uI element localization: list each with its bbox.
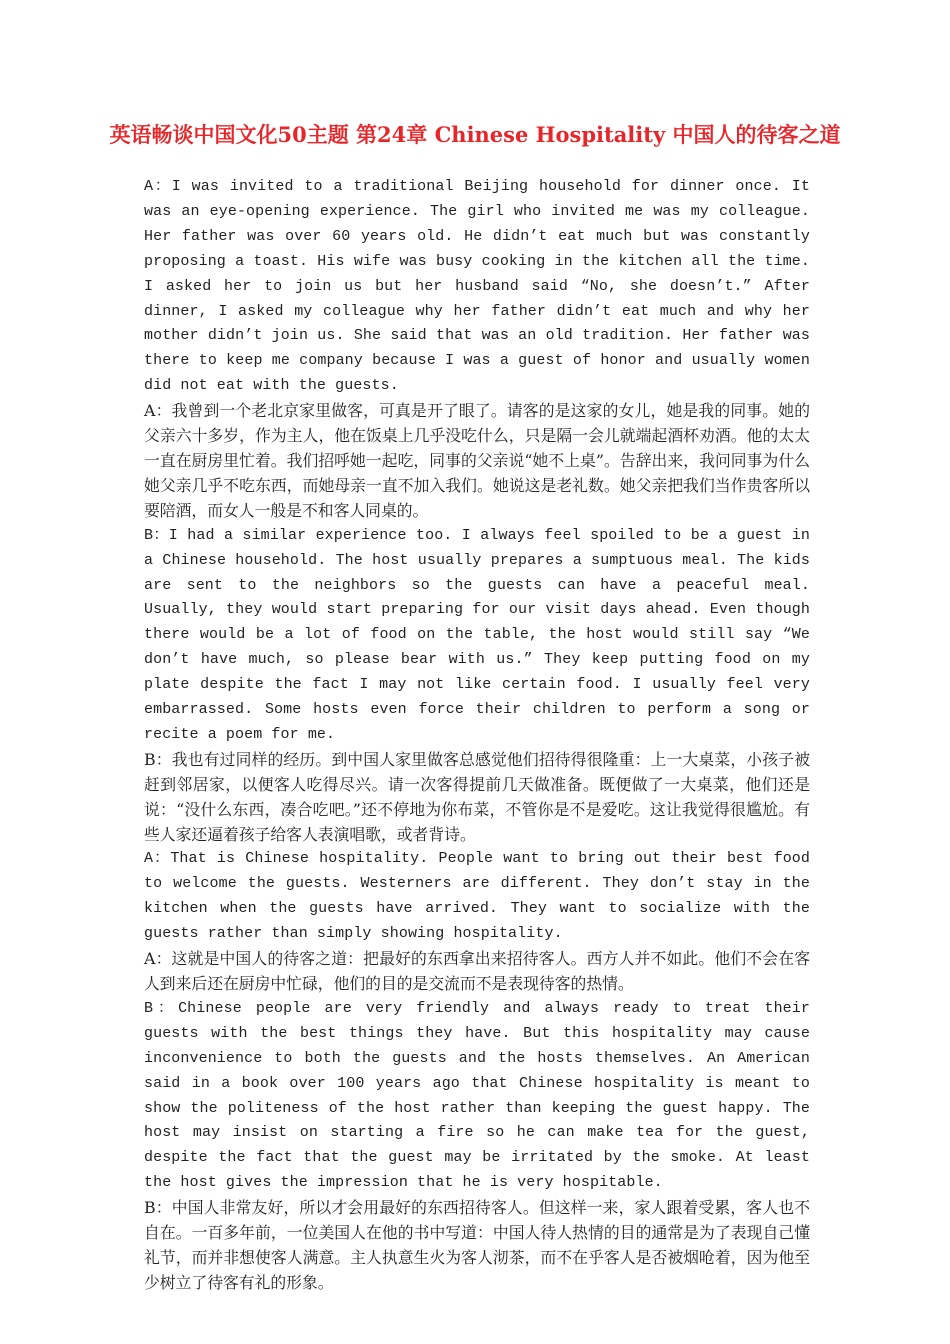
document-title: 英语畅谈中国文化50主题 第24章 Chinese Hospitality 中国人的待客之道 [109,122,841,147]
paragraph-a-english: A：I was invited to a traditional Beijing household for dinner once. It was an eye-opening experience. The girl who invited me was my colleague. Her father was over 60 years old. He didn’t eat much but was constantly proposing a toast. His wife was busy cooking in the kitchen all the time. I asked her to join us but her husband said “No, she doesn’t.” After dinner, I asked my colleague why her father didn’t eat much and why her mother didn’t join us. She said that was an old tradition. Her father was there to keep me company because I was a guest of honor and usually women did not eat with the guests. [144,178,810,395]
paragraph-a2-english: A：That is Chinese hospitality. People want to bring out their best food to welcome the guests. Westerners are different. They don’t stay in the kitchen when the guests have arrived. They want to socialize with the guests rather than simply showing hospitality. [144,850,810,943]
paragraph-a-chinese: A：我曾到一个老北京家里做客，可真是开了眼了。请客的是这家的女儿，她是我的同事。她的父亲六十多岁，作为主人，他在饭桌上几乎没吃什么，只是隔一会儿就端起酒杯劝酒。他的太太一直在厨房里忙着。我们招呼她一起吃，同事的父亲说“她不上桌”。告辞出来，我问同事为什么她父亲几乎不吃东西，而她母亲一直不加入我们。她说这是老礼数。她父亲把我们当作贵客所以要陪酒，而女人一般是不和客人同桌的。 [144,401,810,520]
paragraph-b-english: B：I had a similar experience too. I always feel spoiled to be a guest in a Chinese household. The host usually prepares a sumptuous meal. The kids are sent to the neighbors so the guests can have a peaceful meal. Usually, they would start preparing for our visit days ahead. Even though there would be a lot of food on the table, the host would still say “We don’t have much, so please bear with us.” They keep putting food on my plate despite the fact I may not like certain food. I usually feel very embarrassed. Some hosts even force their children to perform a song or recite a poem for me. [144,526,810,743]
paragraph-b2-english: B：Chinese people are very friendly and always ready to treat their guests with the best things they have. But this hospitality may cause inconvenience to both the guests and the hosts themselves. An American said in a book over 100 years ago that Chinese hospitality is meant to show the politeness of the host rather than keeping the guest happy. The host may insist on starting a fire so he can make tea for the guest, despite the fact that the guest may be irritated by the smoke. At least the host gives the impression that he is very hospitable. [144,999,810,1192]
paragraph-b2-chinese: B：中国人非常友好，所以才会用最好的东西招待客人。但这样一来，家人跟着受累，客人也不自在。一百多年前，一位美国人在他的书中写道：中国人待人热情的目的通常是为了表现自己懂礼节，而并非想使客人满意。主人执意生火为客人沏茶，而不在乎客人是否被烟呛着，因为他至少树立了待客有礼的形象。 [144,1198,810,1292]
document-body [144,175,810,1296]
paragraph-b-chinese: B：我也有过同样的经历。到中国人家里做客总感觉他们招待得很隆重：上一大桌菜，小孩子被赶到邻居家，以便客人吃得尽兴。请一次客得提前几天做准备。既便做了一大桌菜，他们还是说：“没什么东西，凑合吃吧。”还不停地为你布菜，不管你是不是爱吃。这让我觉得很尴尬。有些人家还逼着孩子给客人表演唱歌，或者背诗。 [144,749,810,844]
paragraph-a2-chinese: A：这就是中国人的待客之道：把最好的东西拿出来招待客人。西方人并不如此。他们不会在客人到来后还在厨房中忙碌，他们的目的是交流而不是表现待客的热情。 [144,949,810,993]
